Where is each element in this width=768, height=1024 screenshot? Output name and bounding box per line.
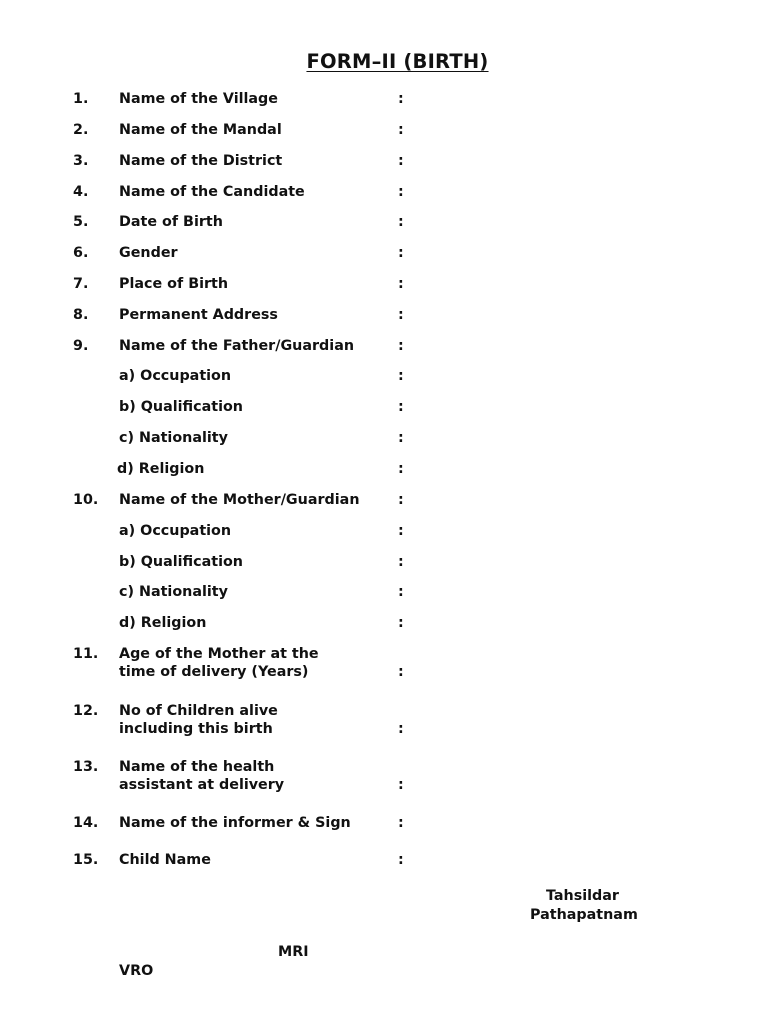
item-number: 10. bbox=[73, 492, 99, 508]
item-number: 7. bbox=[73, 276, 89, 292]
item-colon: : bbox=[398, 245, 404, 261]
item-colon: : bbox=[398, 554, 404, 570]
item-number: 14. bbox=[73, 815, 99, 831]
item-label: Gender bbox=[119, 245, 178, 261]
item-colon: : bbox=[398, 368, 404, 384]
item-colon: : bbox=[398, 399, 404, 415]
item-label: Place of Birth bbox=[119, 276, 229, 292]
item-colon: : bbox=[398, 852, 404, 868]
signature-mri: MRI bbox=[278, 944, 309, 960]
signature-place: Pathapatnam bbox=[530, 907, 638, 923]
item-number: 1. bbox=[73, 91, 89, 107]
item-colon: : bbox=[398, 214, 404, 230]
item-colon: : bbox=[398, 338, 404, 354]
item-number: 13. bbox=[73, 759, 99, 775]
item-label: Date of Birth bbox=[119, 214, 223, 230]
signature-vro: VRO bbox=[119, 963, 154, 979]
item-number: 2. bbox=[73, 122, 89, 138]
item-label: Name of the Mother/Guardian bbox=[119, 492, 360, 508]
item-label: b) Qualification bbox=[119, 554, 243, 570]
item-label: Name of the Mandal bbox=[119, 122, 282, 138]
item-label-line2: time of delivery (Years) bbox=[119, 664, 309, 680]
item-number: 4. bbox=[73, 184, 89, 200]
item-number: 15. bbox=[73, 852, 99, 868]
item-colon: : bbox=[398, 815, 404, 831]
item-label-line1: No of Children alive bbox=[119, 703, 278, 719]
item-label-line1: Age of the Mother at the bbox=[119, 646, 319, 662]
form-item-mother-age bbox=[0, 645, 768, 685]
item-number: 12. bbox=[73, 703, 99, 719]
item-colon: : bbox=[398, 276, 404, 292]
item-label: Child Name bbox=[119, 852, 211, 868]
item-colon: : bbox=[398, 492, 404, 508]
item-label: Name of the Village bbox=[119, 91, 278, 107]
form-item-children-alive bbox=[0, 702, 768, 742]
item-label: Name of the Father/Guardian bbox=[119, 338, 355, 354]
item-label: Name of the Candidate bbox=[119, 184, 305, 200]
item-label: Permanent Address bbox=[119, 307, 278, 323]
item-colon: : bbox=[398, 523, 404, 539]
form-item-health-assistant bbox=[0, 758, 768, 798]
item-label: d) Religion bbox=[119, 615, 207, 631]
item-label: a) Occupation bbox=[119, 523, 232, 539]
item-colon: : bbox=[398, 615, 404, 631]
item-colon: : bbox=[398, 307, 404, 323]
item-label: Name of the District bbox=[119, 153, 283, 169]
item-label: Name of the informer & Sign bbox=[119, 815, 351, 831]
item-label-line2: assistant at delivery bbox=[119, 777, 285, 793]
item-colon: : bbox=[398, 184, 404, 200]
item-colon: : bbox=[398, 430, 404, 446]
item-label: a) Occupation bbox=[119, 368, 232, 384]
item-number: 3. bbox=[73, 153, 89, 169]
item-label: c) Nationality bbox=[119, 584, 228, 600]
item-label-line1: Name of the health bbox=[119, 759, 275, 775]
item-colon: : bbox=[398, 584, 404, 600]
item-colon: : bbox=[398, 122, 404, 138]
item-label: b) Qualification bbox=[119, 399, 243, 415]
item-colon: : bbox=[398, 461, 404, 477]
item-number: 11. bbox=[73, 646, 99, 662]
item-colon: : bbox=[398, 721, 404, 737]
form-title: FORM–II (BIRTH) bbox=[306, 50, 489, 73]
item-colon: : bbox=[398, 777, 404, 793]
item-number: 5. bbox=[73, 214, 89, 230]
signature-tahsildar: Tahsildar bbox=[546, 888, 619, 904]
item-number: 8. bbox=[73, 307, 89, 323]
item-label-line2: including this birth bbox=[119, 721, 273, 737]
item-number: 6. bbox=[73, 245, 89, 261]
item-colon: : bbox=[398, 91, 404, 107]
item-label: c) Nationality bbox=[119, 430, 228, 446]
item-colon: : bbox=[398, 664, 404, 680]
item-label: d) Religion bbox=[117, 461, 205, 477]
item-colon: : bbox=[398, 153, 404, 169]
item-number: 9. bbox=[73, 338, 89, 354]
